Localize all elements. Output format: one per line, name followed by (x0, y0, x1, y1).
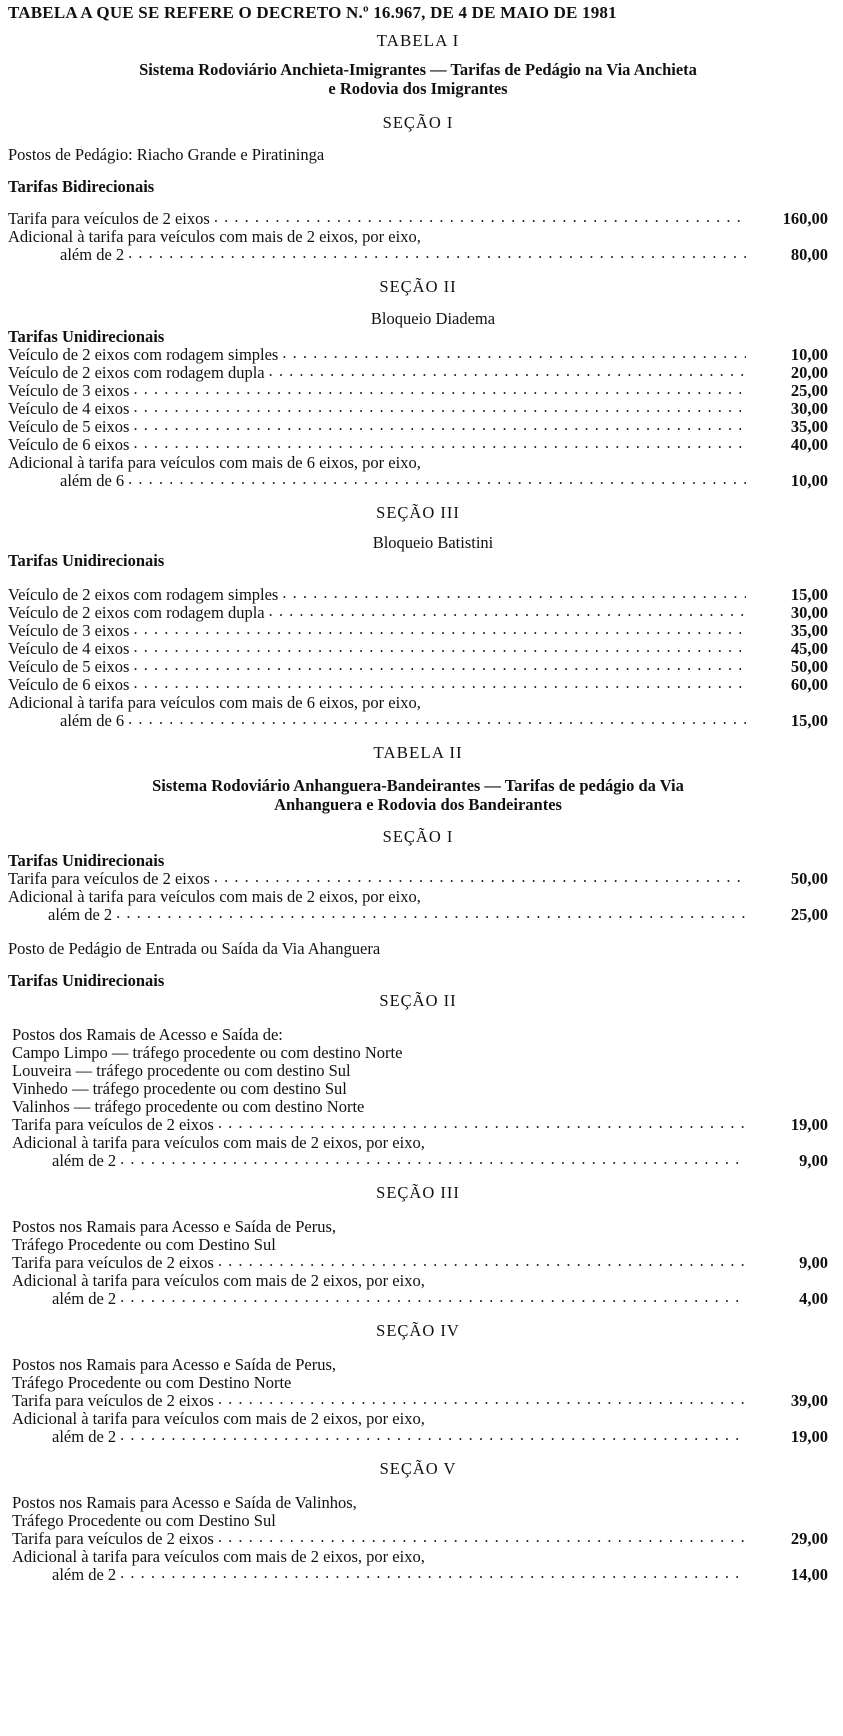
leader-dots (218, 1528, 746, 1546)
leader-dots (282, 584, 746, 602)
description-line: Tráfego Procedente ou com Destino Sul (12, 1511, 276, 1530)
leader-dots (120, 1564, 746, 1582)
tariff-value: 35,00 (790, 417, 828, 436)
tariff-value: 160,00 (782, 209, 828, 228)
leader-dots (120, 1288, 746, 1306)
tariff-value: 25,00 (790, 381, 828, 400)
leader-dots (133, 674, 746, 692)
t1-section-1-title: SEÇÃO I (382, 113, 454, 132)
t2-s2-rows (8, 1116, 828, 1170)
table-2-system-line-1: Sistema Rodoviário Anhanguera-Bandeirantes — Tarifas de pedágio da Via (152, 776, 684, 795)
t2-s4-rows (8, 1392, 828, 1446)
t2-post-line: Posto de Pedágio de Entrada ou Saída da Via Ahanguera (8, 939, 381, 958)
description-line: Vinhedo — tráfego procedente ou com destino Sul (12, 1079, 347, 1098)
t2-s5-rows (8, 1530, 828, 1584)
leader-dots (128, 244, 746, 262)
table-1-system-line-2: e Rodovia dos Imigrantes (328, 79, 508, 98)
tariff-row (8, 210, 828, 228)
table-1-title: TABELA I (376, 31, 460, 50)
description-line: Postos dos Ramais de Acesso e Saída de: (12, 1025, 283, 1044)
t1-s3-subtitle: Bloqueio Batistini (372, 533, 494, 552)
tariff-value: 9,00 (799, 1253, 828, 1272)
t2-tariff-type-line: Tarifas Unidirecionais (8, 971, 165, 990)
description-line: Postos nos Ramais para Acesso e Saída de Perus, (12, 1217, 336, 1236)
tariff-value: 50,00 (790, 657, 828, 676)
leader-dots (214, 868, 746, 886)
document-header: TABELA A QUE SE REFERE O DECRETO N.º 16.967, DE 4 DE MAIO DE 1981 (8, 3, 617, 22)
t1-s2-rows (8, 346, 828, 490)
description-line: Tráfego Procedente ou com Destino Norte (12, 1373, 292, 1392)
t1-s1-posts: Postos de Pedágio: Riacho Grande e Piratininga (8, 145, 325, 164)
tariff-value: 50,00 (790, 869, 828, 888)
tariff-row (12, 1428, 828, 1446)
t2-s3-description (8, 1218, 828, 1254)
tariff-row (12, 1290, 828, 1308)
leader-dots (128, 710, 746, 728)
tariff-value: 19,00 (790, 1427, 828, 1446)
leader-dots (269, 362, 746, 380)
tariff-row (12, 1530, 828, 1548)
t2-s1-tariff-type: Tarifas Unidirecionais (8, 851, 165, 870)
tariff-label-line: Adicional à tarifa para veículos com mais de 2 eixos, por eixo, (12, 1271, 425, 1290)
tariff-label-line: Adicional à tarifa para veículos com mais de 6 eixos, por eixo, (8, 693, 421, 712)
tariff-label: além de 2 (52, 1289, 117, 1308)
tariff-row (8, 870, 828, 888)
tariff-value: 30,00 (790, 603, 828, 622)
leader-dots (133, 638, 746, 656)
leader-dots (133, 398, 746, 416)
tariff-value: 14,00 (790, 1565, 828, 1584)
leader-dots (133, 620, 746, 638)
tariff-value: 39,00 (790, 1391, 828, 1410)
tariff-label: Veículo de 2 eixos com rodagem simples (8, 345, 279, 364)
tariff-label: Veículo de 2 eixos com rodagem dupla (8, 363, 265, 382)
leader-dots (133, 656, 746, 674)
tariff-row (8, 436, 828, 454)
t1-s2-tariff-type: Tarifas Unidirecionais (8, 327, 165, 346)
tariff-value: 9,00 (799, 1151, 828, 1170)
tariff-label: além de 6 (60, 471, 125, 490)
tariff-value: 19,00 (790, 1115, 828, 1134)
t2-s3-rows (8, 1254, 828, 1308)
tariff-label: além de 2 (52, 1427, 117, 1446)
tariff-label-line: Adicional à tarifa para veículos com mais de 2 eixos, por eixo, (12, 1547, 425, 1566)
tariff-label: Tarifa para veículos de 2 eixos (8, 869, 210, 888)
t2-section-3-title: SEÇÃO III (376, 1183, 460, 1202)
tariff-label: além de 2 (60, 245, 125, 264)
tariff-value: 40,00 (790, 435, 828, 454)
tariff-value: 25,00 (790, 905, 828, 924)
table-1-system-title (8, 60, 828, 98)
leader-dots (120, 1150, 746, 1168)
tariff-value: 30,00 (790, 399, 828, 418)
t2-s5-description (8, 1494, 828, 1530)
tariff-value: 60,00 (790, 675, 828, 694)
t2-section-5-title: SEÇÃO V (379, 1459, 457, 1478)
leader-dots (116, 904, 746, 922)
tariff-value: 20,00 (790, 363, 828, 382)
t2-s4-description (8, 1356, 828, 1392)
description-line: Louveira — tráfego procedente ou com destino Sul (12, 1061, 351, 1080)
tariff-label: Veículo de 6 eixos (8, 675, 130, 694)
t1-s3-tariff-type: Tarifas Unidirecionais (8, 551, 165, 570)
tariff-label: Veículo de 3 eixos (8, 381, 130, 400)
description-line: Tráfego Procedente ou com Destino Sul (12, 1235, 276, 1254)
leader-dots (133, 380, 746, 398)
t1-s3-rows (8, 586, 828, 730)
tariff-label: além de 2 (52, 1151, 117, 1170)
t1-s2-subtitle: Bloqueio Diadema (370, 309, 496, 328)
tariff-label: Veículo de 4 eixos (8, 639, 130, 658)
tariff-label: além de 6 (60, 711, 125, 730)
t1-s1-rows (8, 210, 828, 264)
t2-s1-rows (8, 870, 828, 924)
tariff-label-line: Adicional à tarifa para veículos com mais de 2 eixos, por eixo, (12, 1133, 425, 1152)
tariff-label-line: Adicional à tarifa para veículos com mais de 2 eixos, por eixo, (8, 227, 421, 246)
tariff-label: além de 2 (48, 905, 113, 924)
tariff-row (8, 676, 828, 694)
tariff-row (8, 472, 828, 490)
tariff-label: Tarifa para veículos de 2 eixos (12, 1253, 214, 1272)
t2-section-4-title: SEÇÃO IV (376, 1321, 460, 1340)
tariff-label: Veículo de 5 eixos (8, 417, 130, 436)
tariff-row (8, 906, 828, 924)
t1-s1-tariff-type: Tarifas Bidirecionais (8, 177, 155, 196)
description-line: Postos nos Ramais para Acesso e Saída de Perus, (12, 1355, 336, 1374)
tariff-label: além de 2 (52, 1565, 117, 1584)
tariff-row (12, 1116, 828, 1134)
tariff-value: 45,00 (790, 639, 828, 658)
tariff-label-line: Adicional à tarifa para veículos com mais de 2 eixos, por eixo, (8, 887, 421, 906)
tariff-label: Tarifa para veículos de 2 eixos (8, 209, 210, 228)
leader-dots (133, 434, 746, 452)
tariff-label: Tarifa para veículos de 2 eixos (12, 1391, 214, 1410)
tariff-value: 10,00 (790, 345, 828, 364)
tariff-value: 35,00 (790, 621, 828, 640)
leader-dots (120, 1426, 746, 1444)
leader-dots (214, 208, 746, 226)
t2-s2-description (8, 1026, 828, 1116)
tariff-row (12, 1566, 828, 1584)
t2-section-2-title: SEÇÃO II (379, 991, 457, 1010)
table-2-system-title (8, 776, 828, 814)
description-line: Postos nos Ramais para Acesso e Saída de Valinhos, (12, 1493, 357, 1512)
tariff-row (12, 1254, 828, 1272)
tariff-value: 80,00 (790, 245, 828, 264)
document-page (8, 4, 828, 1584)
tariff-label: Tarifa para veículos de 2 eixos (12, 1115, 214, 1134)
table-1-system-line-1: Sistema Rodoviário Anchieta-Imigrantes — Tarifas de Pedágio na Via Anchieta (139, 60, 697, 79)
tariff-label-line: Adicional à tarifa para veículos com mais de 6 eixos, por eixo, (8, 453, 421, 472)
tariff-label: Veículo de 2 eixos com rodagem dupla (8, 603, 265, 622)
t2-section-1-title: SEÇÃO I (382, 827, 454, 846)
tariff-label: Tarifa para veículos de 2 eixos (12, 1529, 214, 1548)
tariff-row (12, 1392, 828, 1410)
leader-dots (128, 470, 746, 488)
table-2-system-line-2: Anhanguera e Rodovia dos Bandeirantes (274, 795, 562, 814)
tariff-label-line: Adicional à tarifa para veículos com mais de 2 eixos, por eixo, (12, 1409, 425, 1428)
tariff-value: 29,00 (790, 1529, 828, 1548)
leader-dots (218, 1252, 746, 1270)
leader-dots (133, 416, 746, 434)
tariff-value: 15,00 (790, 585, 828, 604)
tariff-label: Veículo de 2 eixos com rodagem simples (8, 585, 279, 604)
leader-dots (282, 344, 746, 362)
tariff-value: 10,00 (790, 471, 828, 490)
tariff-label: Veículo de 5 eixos (8, 657, 130, 676)
table-2-title: TABELA II (373, 743, 463, 762)
tariff-label: Veículo de 6 eixos (8, 435, 130, 454)
tariff-row (8, 246, 828, 264)
tariff-value: 15,00 (790, 711, 828, 730)
tariff-label: Veículo de 4 eixos (8, 399, 130, 418)
t1-section-2-title: SEÇÃO II (379, 277, 457, 296)
description-line: Campo Limpo — tráfego procedente ou com destino Norte (12, 1043, 403, 1062)
leader-dots (218, 1114, 746, 1132)
t1-section-3-title: SEÇÃO III (376, 503, 460, 522)
tariff-value: 4,00 (799, 1289, 828, 1308)
leader-dots (269, 602, 746, 620)
tariff-row (8, 712, 828, 730)
leader-dots (218, 1390, 746, 1408)
tariff-row (12, 1152, 828, 1170)
tariff-label: Veículo de 3 eixos (8, 621, 130, 640)
description-line: Valinhos — tráfego procedente ou com destino Norte (12, 1097, 365, 1116)
